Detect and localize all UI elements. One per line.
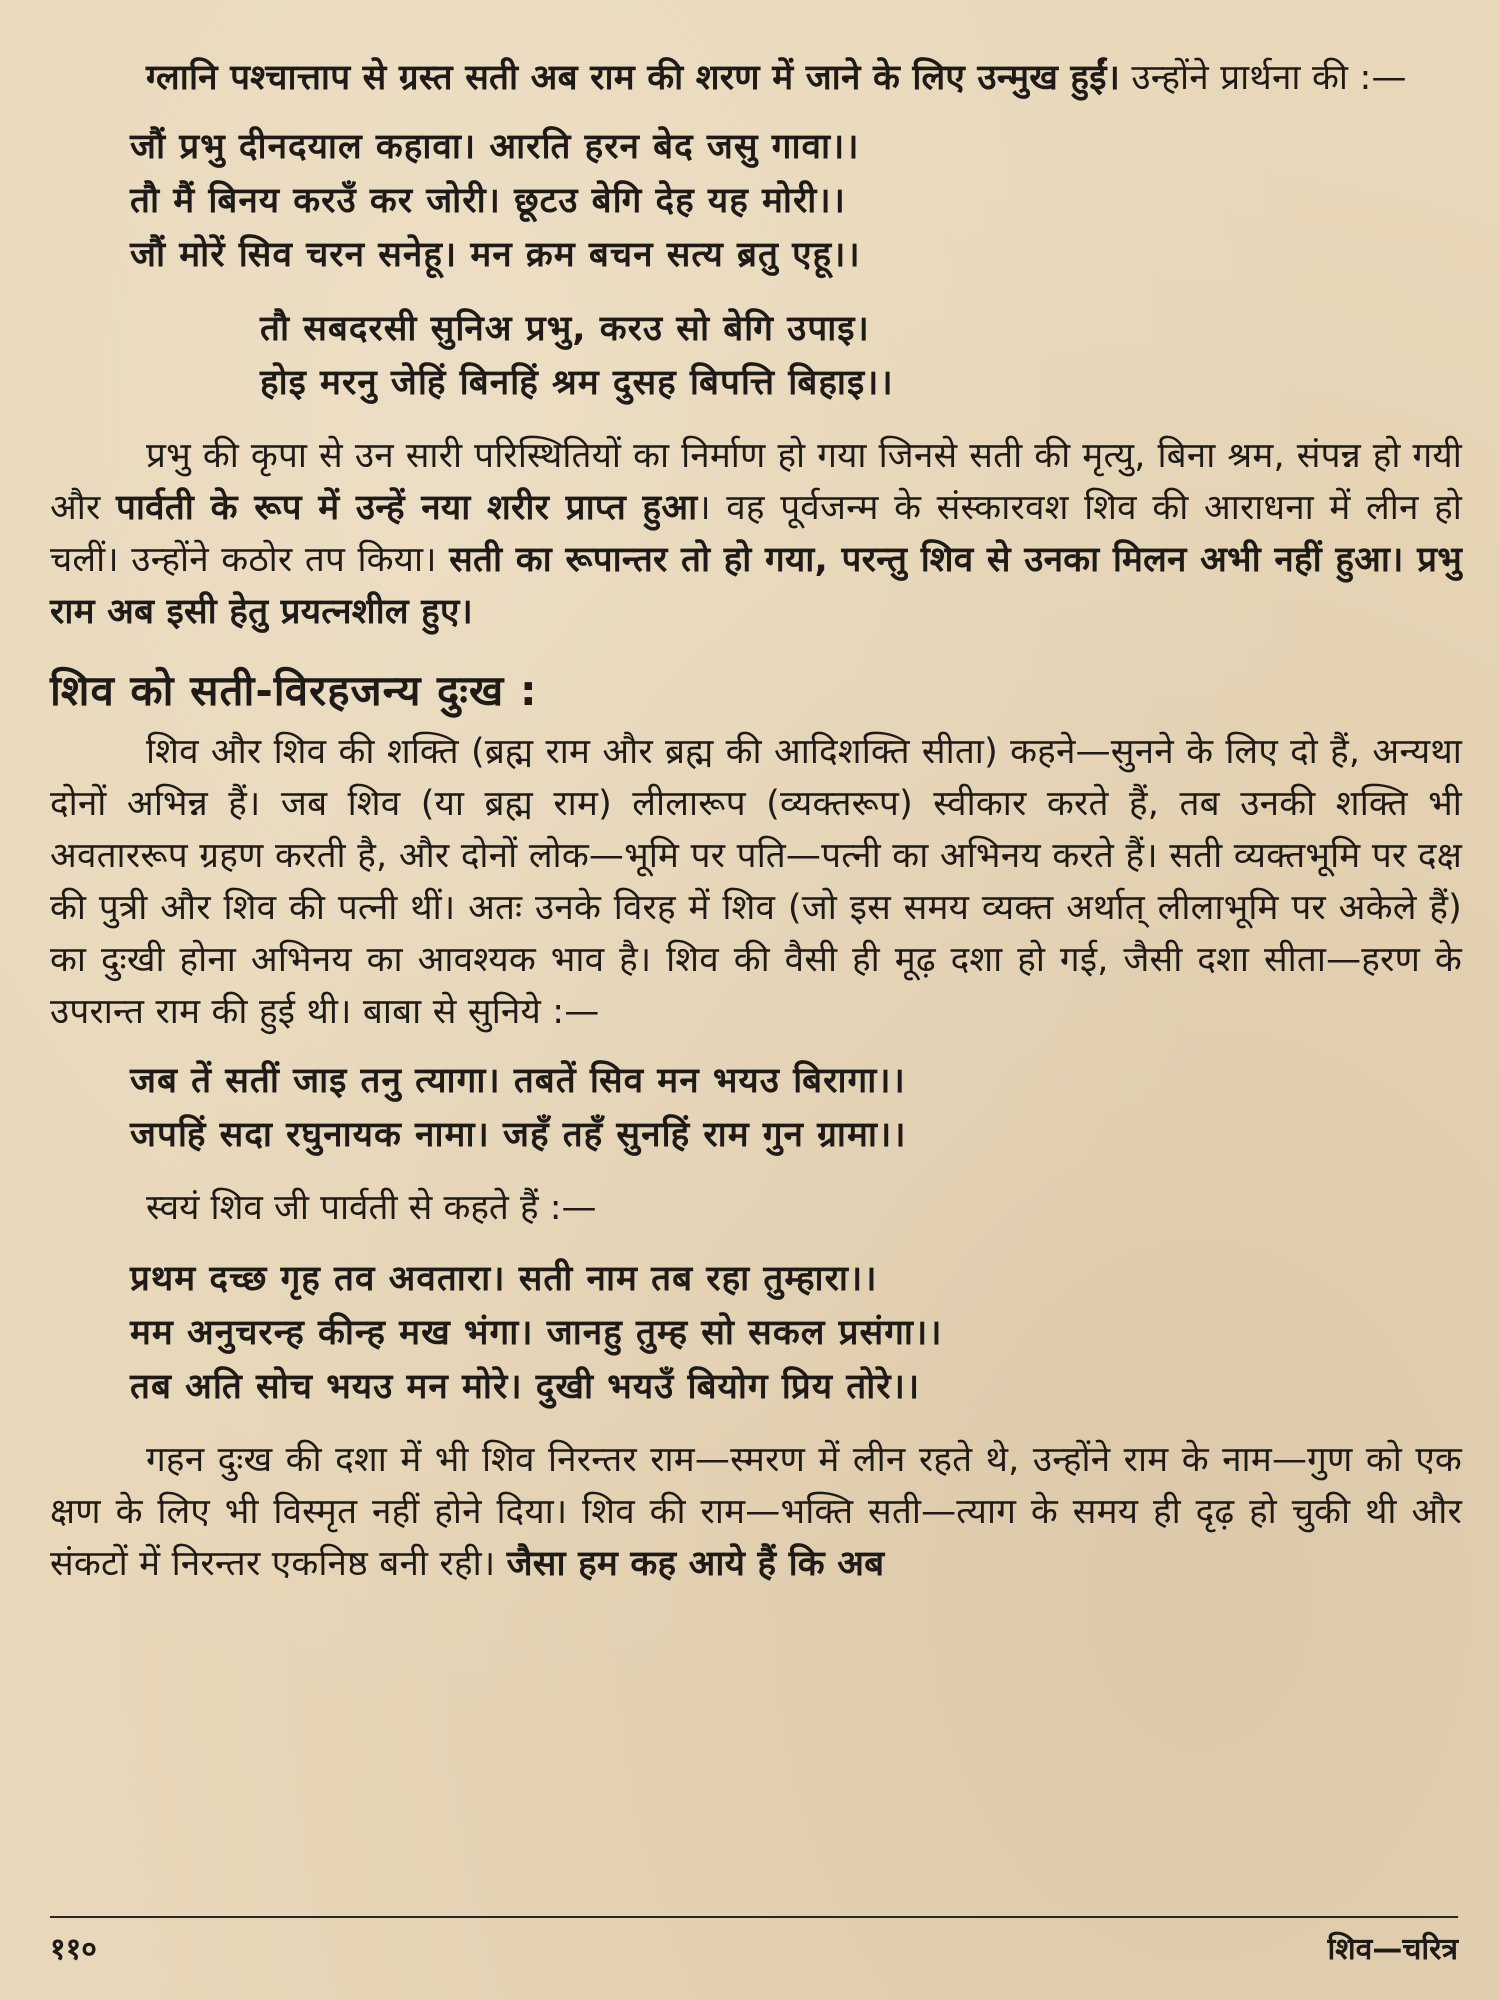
chaupai-verse-block (130, 120, 1462, 282)
chaupai-verse-block (130, 1252, 1462, 1414)
normal-text: । वह पूर्वजन्म के संस्कारवश शिव की आराधना में लीन हो चलीं। उन्होंने कठोर तप किया। (50, 488, 1463, 580)
normal-text: उन्होंने प्रार्थना की :— (1120, 58, 1407, 98)
verse-line: तौ मैं बिनय करउँ कर जोरी। छूटउ बेगि देह यह मोरी।। (130, 181, 846, 221)
verse-line: होइ मरनु जेहिं बिनहिं श्रम दुसह बिपत्ति बिहाइ।। (260, 363, 894, 403)
doha-verse-block (260, 302, 1462, 410)
verse-line: जौं प्रभु दीनदयाल कहावा। आरति हरन बेद जसु गावा।। (130, 127, 860, 167)
bold-text: सती का रूपान्तर तो हो गया, परन्तु शिव से उनका मिलन अभी नहीं हुआ। प्रभु राम अब इसी हेतु प्रयत्नशील हुए। (50, 540, 1462, 632)
paragraph-sati-transformation (50, 430, 1462, 638)
paragraph-sati-prayer (50, 52, 1462, 104)
paragraph-shiva-shakti: शिव और शिव की शक्ति (ब्रह्म राम और ब्रह्म की आदिशक्ति सीता) कहने—सुनने के लिए दो हैं, अन्यथा दोनों अभिन्न हैं। जब शिव (या ब्रह्म राम) लीलारूप (व्यक्तरूप) स्वीकार करते हैं, तब उनकी शक्ति भी अवताररूप ग्रहण करती है, और दोनों लोक—भूमि पर पति—पत्नी का अभिनय करते हैं। सती व्यक्तभूमि पर दक्ष की पुत्री और शिव की पत्नी थीं। अतः उनके विरह में शिव (जो इस समय व्यक्त अर्थात् लीलाभूमि पर अकेले हैं) का दुःखी होना अभिनय का आवश्यक भाव है। शिव की वैसी ही मूढ़ दशा हो गई, जैसी दशा सीता—हरण के उपरान्त राम की हुई थी। बाबा से सुनिये :— (50, 732, 1462, 1032)
section-heading: शिव को सती-विरहजन्य दुःख : (50, 666, 538, 715)
running-title: शिव—चरित्र (1327, 1932, 1458, 1967)
verse-line: प्रथम दच्छ गृह तव अवतारा। सती नाम तब रहा तुम्हारा।। (130, 1259, 878, 1299)
verse-line: जब तें सतीं जाइ तनु त्यागा। तबतें सिव मन भयउ बिरागा।। (130, 1061, 906, 1101)
bold-text: पार्वती के रूप में उन्हें नया शरीर प्राप्त हुआ (116, 488, 698, 528)
bold-text: ग्लानि पश्चात्ताप से ग्रस्त सती अब राम की शरण में जाने के लिए उन्मुख हुईं। (146, 58, 1121, 98)
normal-text: गहन दुःख की दशा में भी शिव निरन्तर राम—स्मरण में लीन रहते थे, उन्होंने राम के नाम—गुण को एक क्षण के लिए भी विस्मृत नहीं होने दिया। शिव की राम—भक्ति सती—त्याग के समय ही दृढ़ हो चुकी थी और संकटों में निरन्तर एकनिष्ठ बनी रही। (50, 1440, 1462, 1584)
page-number: ११० (50, 1932, 97, 1967)
verse-intro: स्वयं शिव जी पार्वती से कहते हैं :— (146, 1188, 597, 1228)
verse-line: जौं मोरें सिव चरन सनेहू। मन क्रम बचन सत्य ब्रतु एहू।। (130, 235, 861, 275)
verse-line: तब अति सोच भयउ मन मोरे। दुखी भयउँ बियोग प्रिय तोरे।। (130, 1367, 921, 1407)
verse-line: मम अनुचरन्ह कीन्ह मख भंगा। जानहु तुम्ह सो सकल प्रसंगा।। (130, 1313, 943, 1353)
verse-line: जपहिं सदा रघुनायक नामा। जहँ तहँ सुनहिं राम गुन ग्रामा।। (130, 1115, 907, 1155)
bold-text: जैसा हम कह आये हैं कि अब (506, 1544, 885, 1584)
footer-rule (50, 1916, 1458, 1918)
normal-text: प्रभु की कृपा से उन सारी परिस्थितियों का निर्माण हो गया जिनसे सती की मृत्यु, बिना श्रम, संपन्न हो गयी और (50, 436, 1462, 528)
verse-line: तौ सबदरसी सुनिअ प्रभु, करउ सो बेगि उपाइ। (260, 309, 870, 349)
paragraph-shiva-grief (50, 1434, 1462, 1590)
page-footer (50, 1930, 1458, 1970)
chaupai-verse-block (130, 1054, 1462, 1162)
